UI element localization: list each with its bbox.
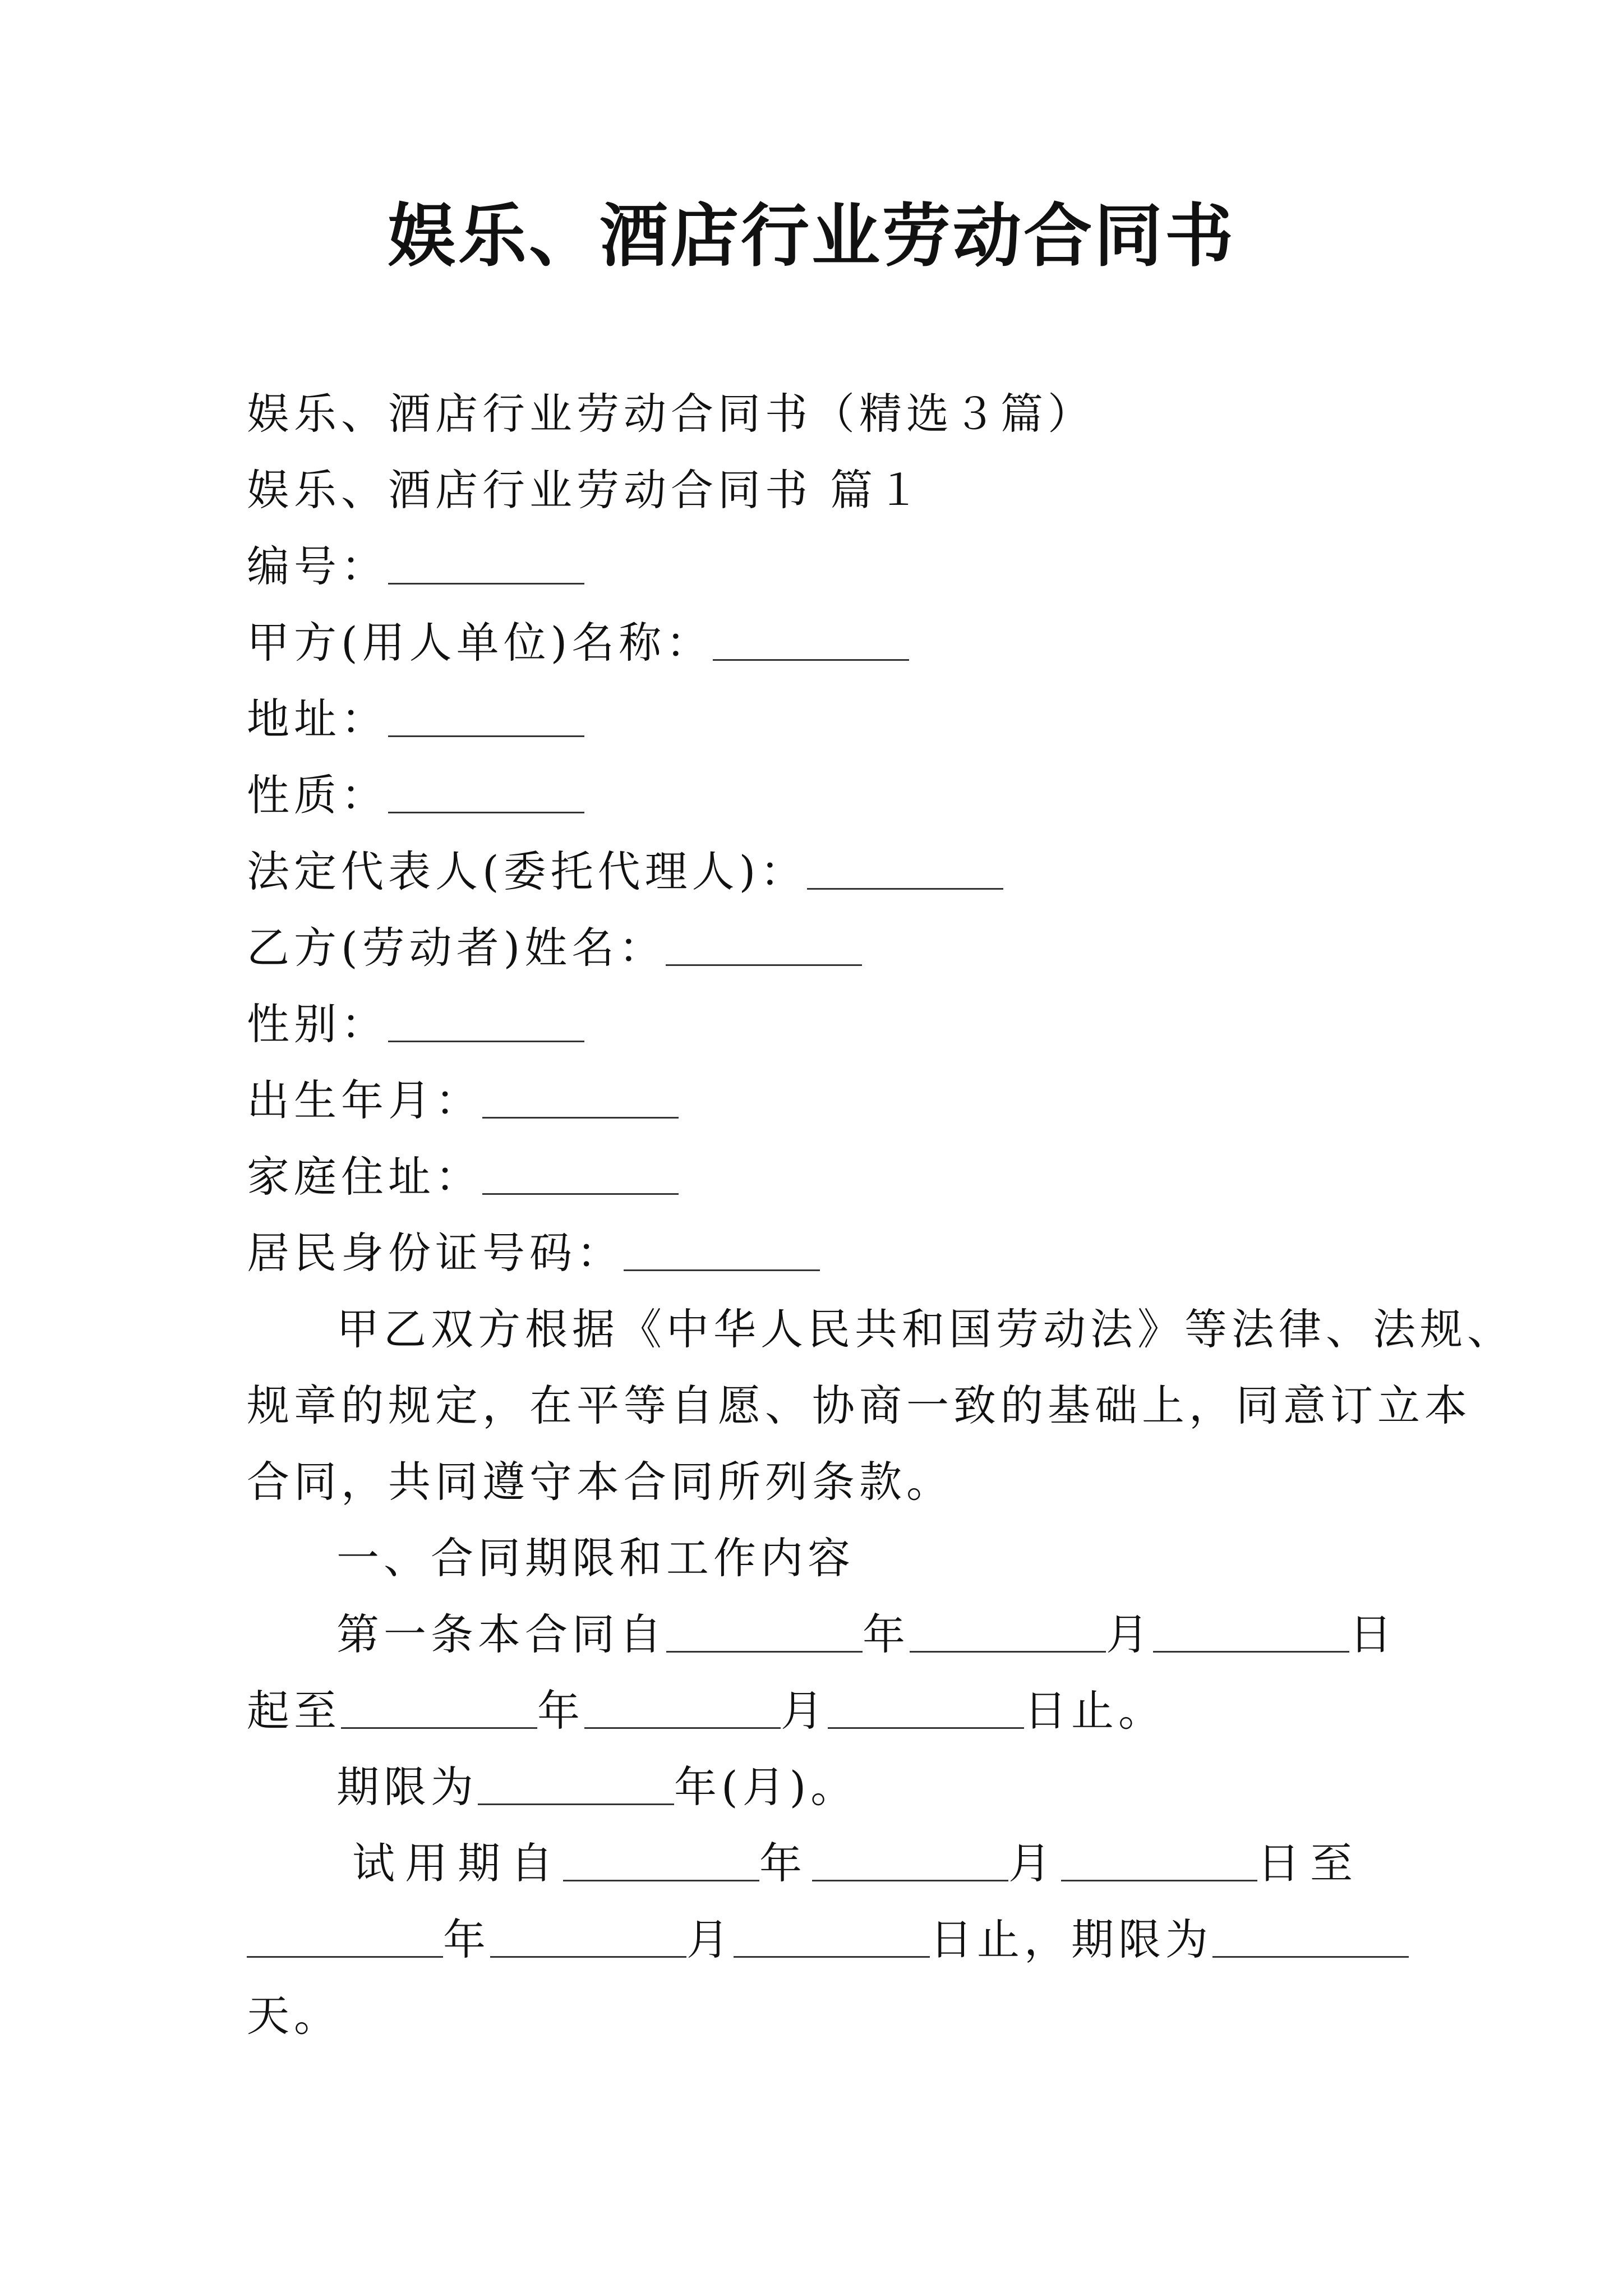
end-label: 日止，期限为: [930, 1915, 1212, 1964]
document-subtitle: 娱乐、酒店行业劳动合同书（精选３篇）: [247, 389, 1095, 439]
field-birth: [247, 1074, 679, 1128]
term-line: [336, 1760, 857, 1814]
fill-blank[interactable]: [482, 1153, 679, 1195]
field-label: 出生年月：: [247, 1075, 482, 1125]
field-label: 性别：: [247, 999, 388, 1049]
field-legal-rep: [247, 845, 1003, 899]
fill-blank[interactable]: [713, 619, 909, 661]
field-party-b-name: [247, 921, 862, 975]
field-gender: [247, 997, 584, 1051]
term-unit: 年(月)。: [674, 1762, 858, 1812]
document-title: 娱乐、酒店行业劳动合同书: [388, 195, 1235, 276]
month-label: 月: [781, 1686, 828, 1736]
fill-blank[interactable]: [482, 1076, 679, 1119]
field-label: 编号：: [247, 541, 388, 591]
field-label: 家庭住址：: [247, 1152, 482, 1202]
field-address: [247, 692, 584, 746]
field-label: 居民身份证号码：: [247, 1228, 624, 1278]
month-label: 月: [1008, 1838, 1061, 1888]
probation-line-3: 天。: [247, 1991, 341, 2041]
term-text: 期限为: [336, 1762, 478, 1812]
intro-line-3: 合同，共同遵守本合同所列条款。: [247, 1457, 953, 1507]
fill-blank-days[interactable]: [1212, 1916, 1409, 1958]
fill-blank-year[interactable]: [341, 1687, 537, 1729]
chapter-heading: 一、合同期限和工作内容: [336, 1533, 855, 1583]
fill-blank[interactable]: [388, 1000, 584, 1042]
field-nature: [247, 769, 584, 822]
fill-blank-year[interactable]: [563, 1839, 759, 1881]
year-label: 年: [443, 1915, 490, 1964]
article1-line-2: [247, 1684, 1165, 1738]
fill-blank[interactable]: [388, 771, 584, 813]
fill-blank[interactable]: [666, 924, 862, 966]
fill-blank-day[interactable]: [828, 1687, 1024, 1729]
day-label: 日: [1349, 1609, 1396, 1659]
section-heading: 娱乐、酒店行业劳动合同书 篇１: [247, 465, 925, 515]
probation-line-2: [247, 1913, 1409, 1967]
field-label: 法定代表人(委托代理人)：: [247, 846, 808, 896]
article1-text: 起至: [247, 1686, 341, 1736]
month-label: 月: [1106, 1609, 1153, 1659]
probation-text: 试用期自: [352, 1838, 563, 1888]
article1-line-1: [336, 1608, 1396, 1662]
fill-blank[interactable]: [807, 848, 1003, 890]
year-label: 年: [863, 1609, 910, 1659]
year-label: 年: [537, 1686, 584, 1736]
intro-line-2: 规章的规定，在平等自愿、协商一致的基础上，同意订立本: [247, 1381, 1472, 1430]
article1-text: 第一条本合同自: [336, 1609, 666, 1659]
month-label: 月: [686, 1915, 734, 1964]
fill-blank-year[interactable]: [247, 1916, 443, 1958]
fill-blank-month[interactable]: [910, 1611, 1106, 1653]
year-label: 年: [759, 1838, 812, 1888]
field-label: 性质：: [247, 770, 388, 820]
fill-blank-month[interactable]: [584, 1687, 781, 1729]
fill-blank-day[interactable]: [1153, 1611, 1349, 1653]
fill-blank[interactable]: [624, 1229, 820, 1271]
fill-blank-year[interactable]: [666, 1611, 863, 1653]
fill-blank[interactable]: [388, 542, 584, 585]
field-home-address: [247, 1150, 679, 1204]
fill-blank-day[interactable]: [1061, 1839, 1257, 1881]
field-party-a-name: [247, 616, 909, 670]
probation-line-1: [352, 1837, 1363, 1890]
fill-blank[interactable]: [388, 695, 584, 737]
field-label: 乙方(劳动者)姓名：: [247, 923, 666, 973]
day-to-label: 日至: [1257, 1838, 1363, 1888]
field-id-number: [247, 1226, 820, 1280]
intro-line-1: 甲乙双方根据《中华人民共和国劳动法》等法律、法规、: [336, 1304, 1514, 1354]
fill-blank-month[interactable]: [490, 1916, 686, 1958]
fill-blank-term[interactable]: [478, 1763, 674, 1805]
field-number: [247, 540, 584, 593]
field-label: 甲方(用人单位)名称：: [247, 618, 713, 668]
field-label: 地址：: [247, 694, 388, 744]
fill-blank-month[interactable]: [812, 1839, 1008, 1881]
end-label: 日止。: [1024, 1686, 1165, 1736]
fill-blank-day[interactable]: [734, 1916, 930, 1958]
